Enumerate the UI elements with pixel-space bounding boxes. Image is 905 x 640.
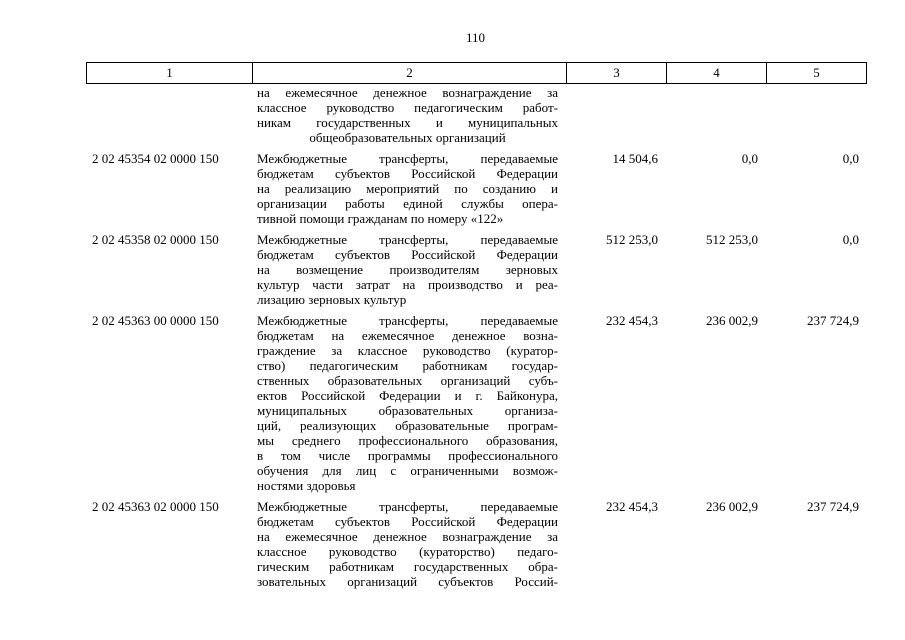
table-body: [86, 85, 865, 589]
header-row: [87, 63, 867, 84]
page-number: 110: [465, 30, 486, 45]
description-line: граждение за классное руководство (куратор-: [257, 343, 558, 358]
description-line: бюджетам субъектов Российской Федерации: [257, 514, 558, 529]
description-line: мы среднего профессионального образования,: [257, 433, 558, 448]
description-line: организации работы единой службы опера-: [257, 196, 558, 211]
column-header-4: 4: [667, 63, 767, 84]
description-line: на возмещение производителям зерновых: [257, 262, 558, 277]
description-line: на ежемесячное денежное вознаграждение за: [257, 529, 558, 544]
description-line: классное руководство педагогическим работ-: [257, 100, 558, 115]
description-line: Межбюджетные трансферты, передаваемые: [257, 232, 558, 247]
table-row: [86, 232, 865, 307]
description-line: бюджетам субъектов Российской Федерации: [257, 166, 558, 181]
value-col-4: 236 002,9: [706, 499, 758, 514]
description-line: тивной помощи гражданам по номеру «122»: [257, 211, 504, 226]
description-line: Межбюджетные трансферты, передаваемые: [257, 151, 558, 166]
value-col-5: 237 724,9: [807, 313, 859, 328]
description-line: ций, реализующих образовательные програм-: [257, 418, 558, 433]
description-line: гическим работникам государственных обра-: [257, 559, 558, 574]
value-col-4: 236 002,9: [706, 313, 758, 328]
column-header-1: 1: [87, 63, 253, 84]
row-description: [257, 151, 558, 226]
table-row: [86, 499, 865, 589]
description-line: Межбюджетные трансферты, передаваемые: [257, 313, 558, 328]
description-line: никам государственных и муниципальных: [257, 115, 558, 130]
description-line: муниципальных образовательных организа-: [257, 403, 558, 418]
column-header-2: 2: [253, 63, 567, 84]
description-line: ственных образовательных организаций субъ-: [257, 373, 558, 388]
value-col-3: 14 504,6: [612, 151, 658, 166]
table-column-numbers-header: [86, 62, 867, 84]
table-row: [86, 85, 865, 145]
description-line: на ежемесячное денежное вознаграждение за: [257, 85, 558, 100]
description-line: зовательных организаций субъектов Россий-: [257, 574, 558, 589]
value-col-3: 232 454,3: [606, 499, 658, 514]
description-line: общеобразовательных организаций: [309, 130, 506, 145]
value-col-5: 0,0: [842, 232, 859, 247]
value-col-5: 0,0: [842, 151, 859, 166]
budget-code: 2 02 45354 02 0000 150: [92, 151, 219, 166]
description-line: культур части затрат на производство и реа-: [257, 277, 558, 292]
description-line: бюджетам субъектов Российской Федерации: [257, 247, 558, 262]
row-description: [257, 499, 558, 589]
description-line: бюджетам на ежемесячное денежное возна-: [257, 328, 558, 343]
column-header-3: 3: [567, 63, 667, 84]
description-line: ство) педагогическим работникам государ-: [257, 358, 558, 373]
value-col-3: 232 454,3: [606, 313, 658, 328]
description-line: в том числе программы профессионального: [257, 448, 558, 463]
description-line: классное руководство (кураторство) педаго-: [257, 544, 558, 559]
description-line: обучения для лиц с ограниченными возмож-: [257, 463, 558, 478]
table-row: [86, 313, 865, 493]
value-col-5: 237 724,9: [807, 499, 859, 514]
description-line: ностями здоровья: [257, 478, 356, 493]
value-col-4: 0,0: [741, 151, 758, 166]
row-description: [257, 232, 558, 307]
value-col-4: 512 253,0: [706, 232, 758, 247]
description-line: лизацию зерновых культур: [257, 292, 407, 307]
description-line: на реализацию мероприятий по созданию и: [257, 181, 558, 196]
column-header-5: 5: [767, 63, 867, 84]
budget-code: 2 02 45358 02 0000 150: [92, 232, 219, 247]
value-col-3: 512 253,0: [606, 232, 658, 247]
row-description: [257, 313, 558, 493]
description-line: ектов Российской Федерации и г. Байконура,: [257, 388, 558, 403]
row-description: [257, 85, 558, 145]
table-row: [86, 151, 865, 226]
description-line: Межбюджетные трансферты, передаваемые: [257, 499, 558, 514]
budget-code: 2 02 45363 00 0000 150: [92, 313, 219, 328]
budget-code: 2 02 45363 02 0000 150: [92, 499, 219, 514]
